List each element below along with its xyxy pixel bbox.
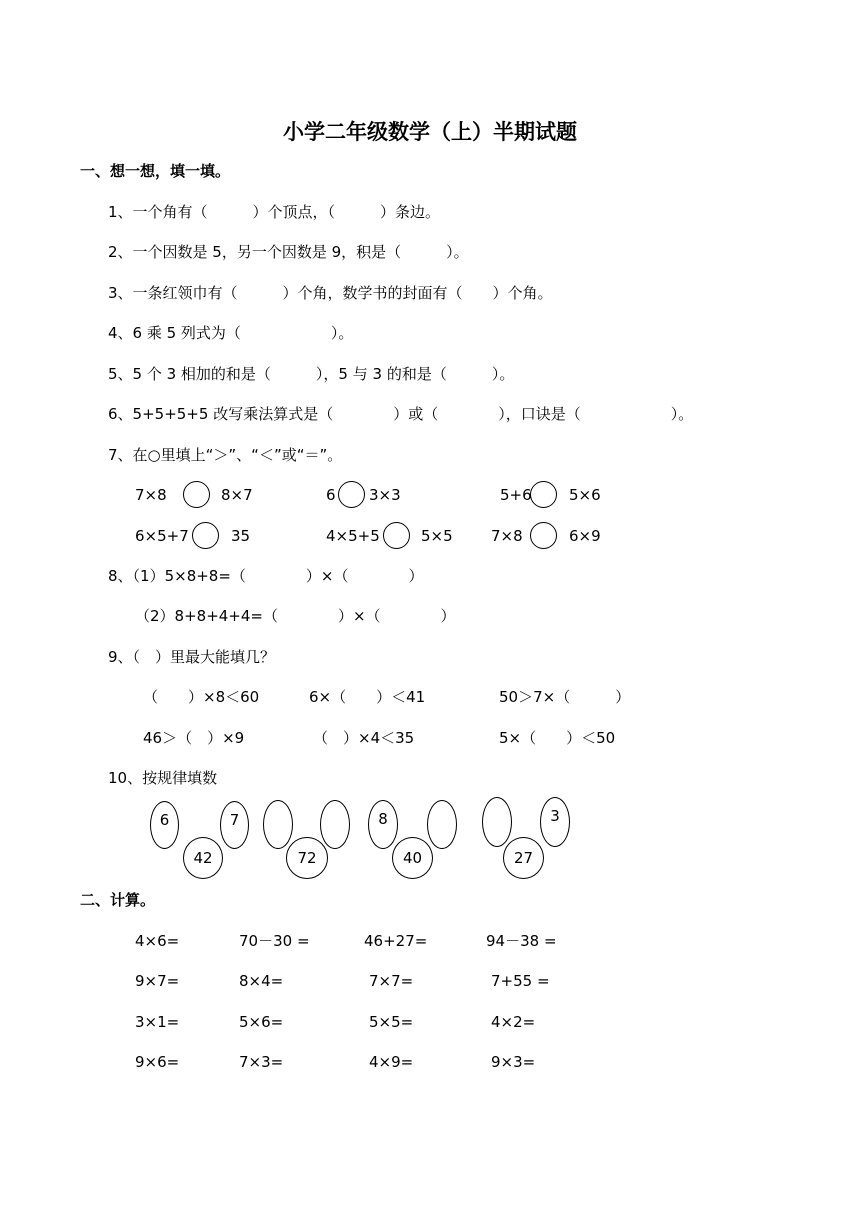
product-circle: 27 (503, 837, 544, 879)
inequality: （ ）×4＜35 (313, 729, 415, 747)
section-heading: 一、想一想，填一填。 (80, 162, 231, 180)
factor-oval[interactable]: 7 (220, 801, 249, 849)
compare-circle[interactable] (530, 522, 557, 549)
calc-item: 7+55 = (491, 972, 550, 990)
inequality: 5×（ ）＜50 (499, 729, 616, 747)
calc-item: 3×1= (135, 1013, 180, 1031)
calc-item: 46+27= (364, 932, 428, 950)
factor-oval[interactable]: 8 (368, 800, 398, 849)
calc-item: 9×6= (135, 1053, 180, 1071)
compare-right: 6×9 (569, 527, 601, 545)
calc-item: 94－38 = (486, 932, 557, 950)
question-9-prompt: 9、（ ）里最大能填几？ (108, 648, 276, 666)
compare-right: 5×5 (421, 527, 453, 545)
calc-item: 8×4= (239, 972, 284, 990)
factor-oval[interactable]: 3 (540, 797, 570, 847)
factor-oval[interactable] (263, 800, 293, 849)
product-circle: 40 (392, 837, 433, 879)
question-2: 2、一个因数是 5，另一个因数是 9，积是（ ）。 (108, 243, 469, 261)
calc-item: 7×7= (369, 972, 414, 990)
question-1: 1、一个角有（ ）个顶点，（ ）条边。 (108, 203, 441, 221)
question-10-prompt: 10、按规律填数 (108, 769, 218, 787)
compare-circle[interactable] (183, 481, 210, 508)
calc-item: 4×2= (491, 1013, 536, 1031)
calc-item: 9×7= (135, 972, 180, 990)
compare-left: 7×8 (491, 527, 523, 545)
compare-right: 8×7 (221, 486, 253, 504)
compare-left: 6 (326, 486, 336, 504)
compare-circle[interactable] (383, 522, 410, 549)
section-heading: 二、计算。 (80, 891, 156, 909)
question-6: 6、5+5+5+5 改写乘法算式是（ ）或（ ），口诀是（ ）。 (108, 405, 694, 423)
calc-item: 9×3= (491, 1053, 536, 1071)
factor-oval[interactable] (482, 797, 512, 847)
inequality: 46＞（ ）×9 (143, 729, 245, 747)
question-8-line-2: （2）8+8+4+4=（ ）×（ ） (135, 607, 456, 625)
compare-left: 4×5+5 (326, 527, 380, 545)
page-title: 小学二年级数学（上）半期试题 (283, 120, 577, 144)
calc-item: 7×3= (239, 1053, 284, 1071)
question-8-line-1: 8、（1）5×8+8=（ ）×（ ） (108, 567, 424, 585)
question-4: 4、6 乘 5 列式为（ ）。 (108, 324, 354, 342)
question-3: 3、一条红领巾有（ ）个角，数学书的封面有（ ）个角。 (108, 284, 553, 302)
calc-item: 4×6= (135, 932, 180, 950)
factor-oval[interactable] (427, 800, 457, 849)
question-7-prompt: 7、在○里填上“＞”、“＜”或“＝”。 (108, 446, 343, 464)
compare-right: 35 (231, 527, 251, 545)
compare-left: 7×8 (135, 486, 167, 504)
question-5: 5、5 个 3 相加的和是（ ），5 与 3 的和是（ ）。 (108, 365, 515, 383)
compare-left: 6×5+7 (135, 527, 189, 545)
compare-right: 3×3 (369, 486, 401, 504)
factor-oval[interactable]: 6 (150, 801, 179, 849)
inequality: 50＞7×（ ） (499, 688, 631, 706)
inequality: 6×（ ）＜41 (309, 688, 426, 706)
compare-circle[interactable] (192, 522, 219, 549)
compare-left: 5+6 (500, 486, 532, 504)
calc-item: 5×5= (369, 1013, 414, 1031)
inequality: （ ）×8＜60 (143, 688, 260, 706)
compare-right: 5×6 (569, 486, 601, 504)
calc-item: 70－30 = (239, 932, 310, 950)
compare-circle[interactable] (530, 481, 557, 508)
calc-item: 5×6= (239, 1013, 284, 1031)
product-circle: 42 (183, 837, 223, 879)
calc-item: 4×9= (369, 1053, 414, 1071)
product-circle: 72 (286, 837, 328, 879)
factor-oval[interactable] (320, 800, 350, 849)
compare-circle[interactable] (338, 481, 365, 508)
